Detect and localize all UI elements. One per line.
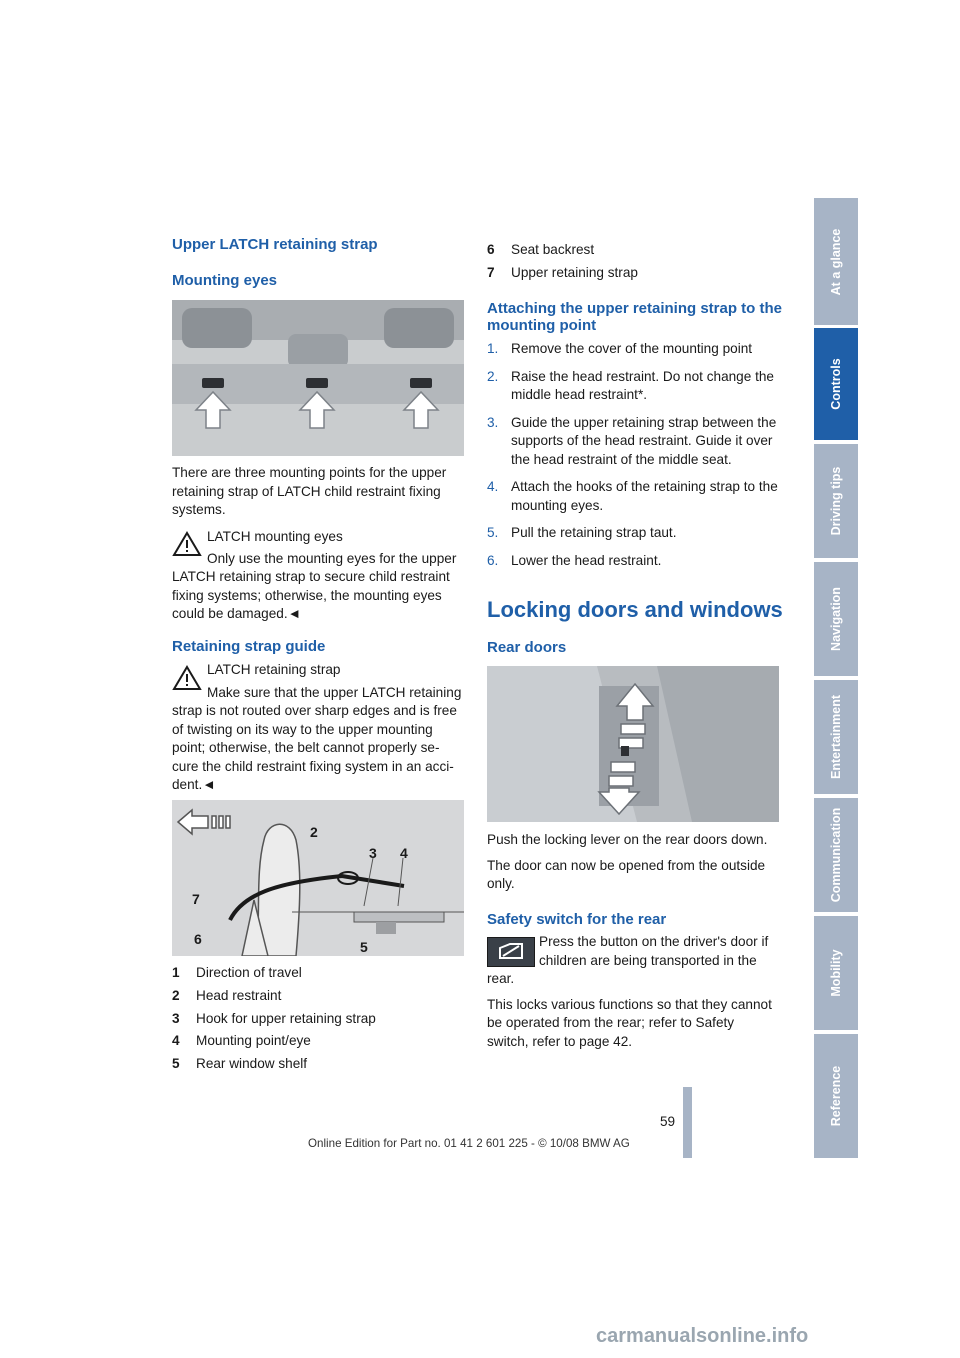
legend-item: 5 Rear window shelf xyxy=(172,1056,308,1072)
rear-door-photo xyxy=(487,666,779,822)
legend-item: 2 Head restraint xyxy=(172,987,282,1003)
diagram-legend-right xyxy=(487,241,779,282)
mounting-eyes-title: Mounting eyes xyxy=(172,272,278,289)
footer-text: Online Edition for Part no. 01 41 2 601 225 - © 10/08 BMW AG xyxy=(308,1137,630,1150)
step-item: 4. Attach the hooks of the retaining strap to the mounting eyes. xyxy=(487,479,778,513)
tab-entertainment[interactable]: Entertainment xyxy=(814,680,858,794)
attach-steps xyxy=(487,340,779,570)
legend-item: 6 Seat backrest xyxy=(487,242,595,257)
label-5: 5 xyxy=(360,939,368,955)
legend-item: 4 Mounting point/eye xyxy=(172,1033,311,1049)
mounting-text: There are three mounting points for the upper retaining strap of LATCH child restraint fixing systems. xyxy=(172,465,447,517)
warning2-text: strap is not routed over sharp edges and is free of twisting on its way to the upper mounting point; otherwise, the belt cannot properly se-cure the child restraint fixing system in an acci-dent.◄ xyxy=(172,703,457,792)
safety-p2: This locks various functions so that they cannot be operated from the rear; refer to Safety switch, refer to page 42. xyxy=(487,996,772,1049)
tab-navigation[interactable]: Navigation xyxy=(814,562,858,676)
tab-reference[interactable]: Reference xyxy=(814,1034,858,1158)
tab-controls[interactable]: Controls xyxy=(814,328,858,440)
warning2-title: LATCH retaining strap xyxy=(207,662,341,677)
mounting-eyes-illustration xyxy=(172,300,464,456)
tab-mobility[interactable]: Mobility xyxy=(814,916,858,1030)
label-7: 7 xyxy=(192,891,200,907)
strap-guide-title: Retaining strap guide xyxy=(172,638,326,655)
safety-rest: rear. xyxy=(487,971,515,986)
page-marker xyxy=(683,1087,692,1158)
warning-icon xyxy=(172,665,202,691)
attach-title: Attaching the upper retaining strap to the mounting point xyxy=(487,300,783,334)
strap-diagram xyxy=(172,800,464,956)
strap-diagram-illustration xyxy=(172,800,464,956)
warning1-title: LATCH mounting eyes xyxy=(207,529,343,544)
rear-doors-title: Rear doors xyxy=(487,639,567,656)
rear-door-illustration xyxy=(487,666,779,822)
page-number: 59 xyxy=(660,1114,676,1129)
step-item: 6. Lower the head restraint. xyxy=(487,552,662,568)
warning1-text: LATCH retaining strap to secure child restraint fixing systems; otherwise, the mounting eyes could be damaged.◄ xyxy=(172,569,450,621)
safety-first-lines: Press the button on the driver's door if children are being transported in the xyxy=(539,934,769,968)
legend-item: 7 Upper retaining strap xyxy=(487,264,638,280)
step-item: 2. Raise the head restraint. Do not change the middle head restraint*. xyxy=(487,368,774,402)
safety-switch-title: Safety switch for the rear xyxy=(487,911,667,928)
locking-title: Locking doors and windows xyxy=(487,597,783,622)
warning-icon xyxy=(172,531,202,557)
window-lock-icon xyxy=(487,937,535,967)
warning2-first-line: Make sure that the upper LATCH retaining xyxy=(207,685,462,700)
tab-at-a-glance[interactable]: At a glance xyxy=(814,198,858,325)
label-6: 6 xyxy=(194,931,202,947)
label-2: 2 xyxy=(310,824,318,840)
section-title: Upper LATCH retaining strap xyxy=(172,236,378,253)
legend-item: 1 Direction of travel xyxy=(172,965,302,980)
tab-driving-tips[interactable]: Driving tips xyxy=(814,444,858,558)
step-item: 1. Remove the cover of the mounting point xyxy=(487,341,753,356)
legend-item: 3 Hook for upper retaining strap xyxy=(172,1010,376,1026)
label-3: 3 xyxy=(369,845,377,861)
warning1-first-line: Only use the mounting eyes for the upper xyxy=(207,551,457,566)
rear-doors-p1: Push the locking lever on the rear doors down. xyxy=(487,832,768,847)
diagram-legend-left xyxy=(172,964,464,1074)
rear-doors-p2: The door can now be opened from the outside only. xyxy=(487,857,766,891)
step-item: 5. Pull the retaining strap taut. xyxy=(487,525,677,540)
label-4: 4 xyxy=(400,845,408,861)
tab-communication[interactable]: Communication xyxy=(814,798,858,912)
mounting-eyes-photo xyxy=(172,300,464,456)
step-item: 3. Guide the upper retaining strap between the supports of the head restraint. Guide it over the head restraint of the middle seat. xyxy=(487,414,777,467)
watermark: carmanualsonline.info xyxy=(596,1325,809,1347)
